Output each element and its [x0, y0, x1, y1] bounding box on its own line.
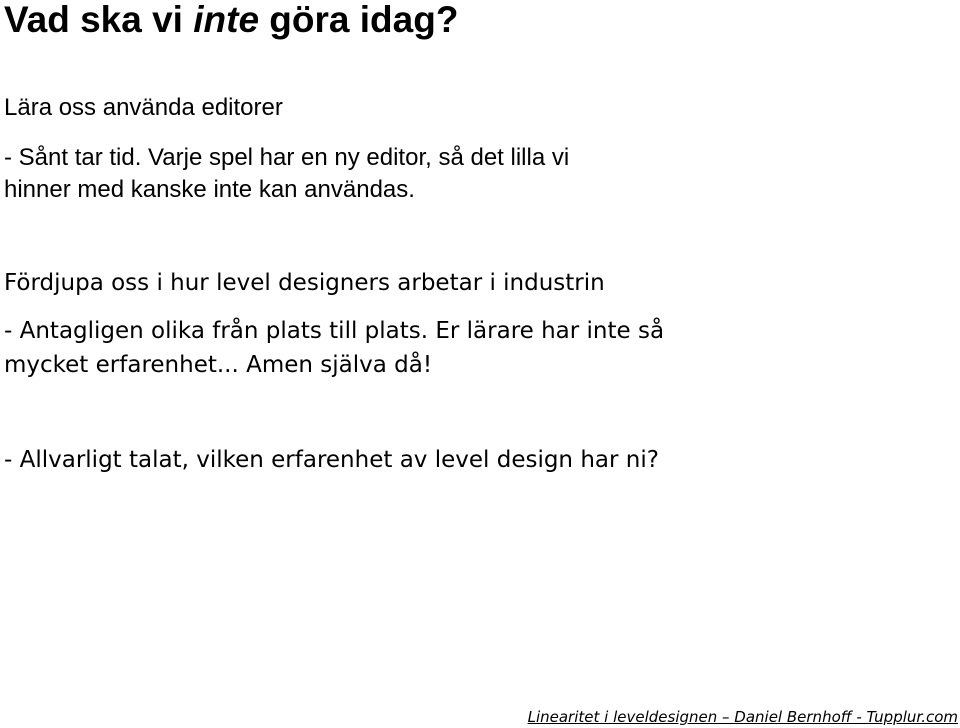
slide-title	[4, 0, 458, 42]
section1-line1: - Sånt tar tid. Varje spel har en ny editor, så det lilla vi	[4, 144, 570, 171]
section2-heading: Fördjupa oss i hur level designers arbetar i industrin	[4, 270, 605, 296]
section1-line2: hinner med kanske inte kan användas.	[4, 176, 415, 203]
section2-body	[4, 314, 664, 382]
title-before: Vad ska vi	[4, 0, 194, 40]
section1-heading: Lära oss använda editorer	[4, 94, 283, 121]
title-emphasis: inte	[193, 0, 260, 40]
section2-line1: - Antagligen olika från plats till plats. Er lärare har inte så	[4, 318, 665, 344]
title-after: göra idag?	[259, 0, 459, 40]
section2-line2: mycket erfarenhet... Amen själva då!	[4, 352, 433, 378]
section3-line1: - Allvarligt talat, vilken erfarenhet av level design har ni?	[4, 447, 659, 473]
section1-body	[4, 142, 569, 206]
footer-text: Linearitet i leveldesignen – Daniel Bernhoff - Tupplur.com	[527, 708, 958, 726]
